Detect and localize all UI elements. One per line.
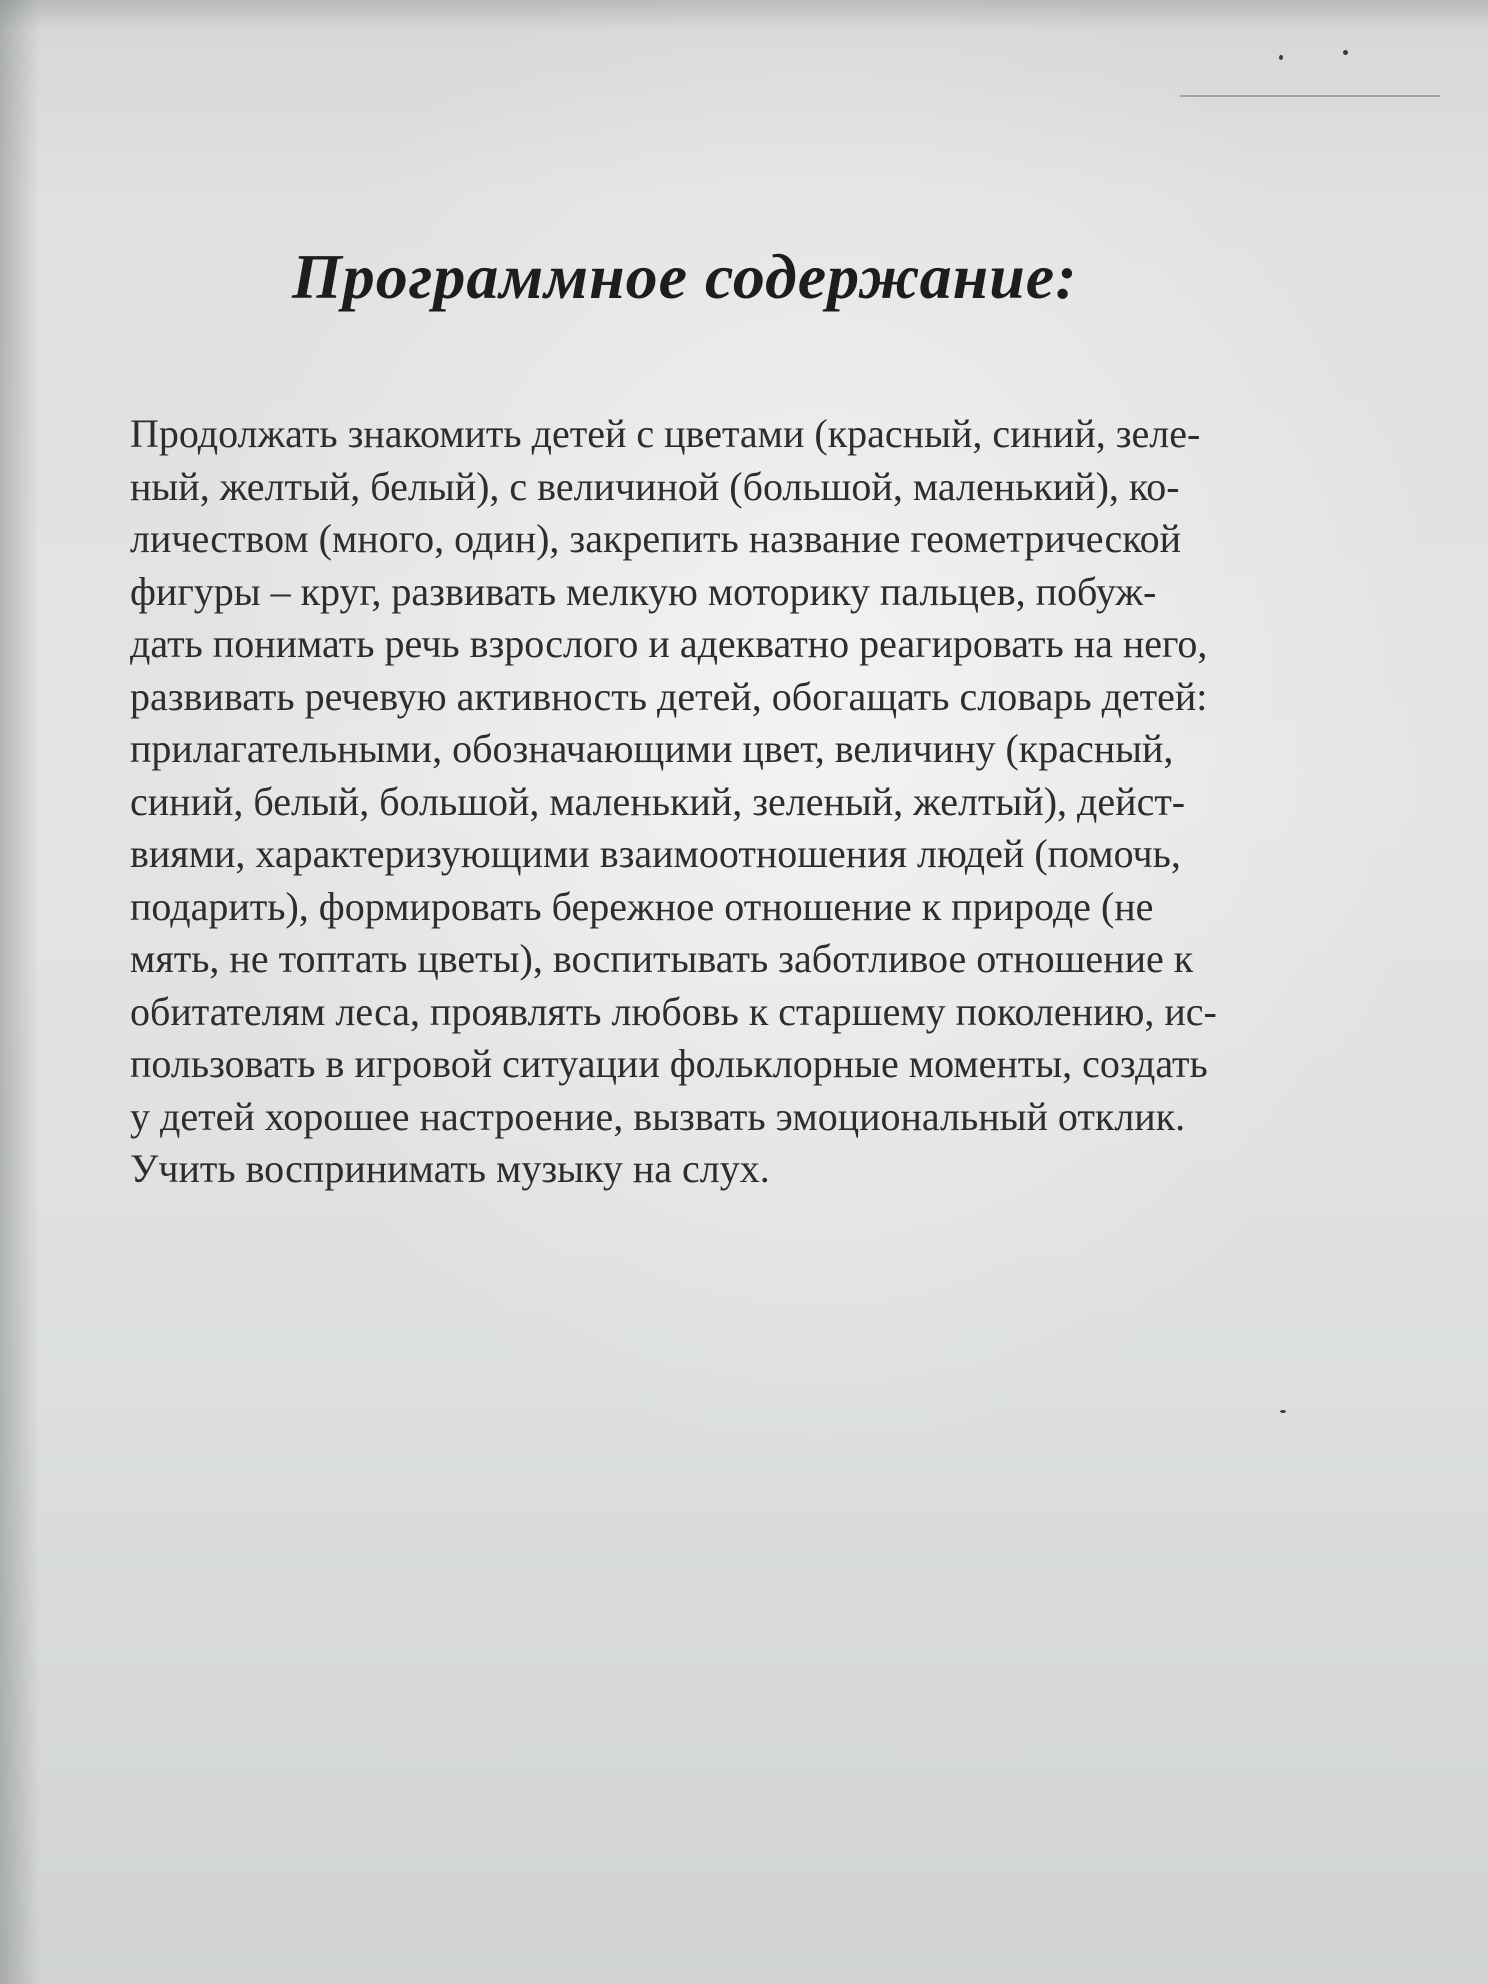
text-line: виями, характеризующими взаимоотношения людей (помочь, (130, 831, 1181, 876)
paper-scratch (1180, 95, 1440, 97)
text-line: ный, желтый, белый), с величиной (большой, маленький), ко- (130, 463, 1180, 509)
text-line: подарить), формировать бережное отношение к природе (не (130, 883, 1154, 929)
text-line: дать понимать речь взрослого и адекватно реагировать на него, (130, 621, 1208, 666)
paper-top-shadow (0, 0, 1488, 30)
ink-speck (1280, 1410, 1286, 1413)
text-line: у детей хорошее настроение, вызвать эмоциональный отклик. (130, 1093, 1186, 1139)
text-line: Продолжать знакомить детей с цветами (красный, синий, зеле- (130, 411, 1201, 456)
text-line: фигуры – круг, развивать мелкую моторику пальцев, побуж- (130, 568, 1157, 614)
text-line: синий, белый, большой, маленький, зеленый, желтый), дейст- (130, 778, 1186, 824)
text-line: личеством (много, один), закрепить название геометрической (130, 516, 1182, 561)
page-title: Программное содержание: (292, 241, 1078, 312)
ink-speck (1279, 55, 1283, 60)
ink-speck (1343, 50, 1348, 55)
program-content-text (130, 408, 1390, 1196)
text-line: пользовать в игровой ситуации фольклорные моменты, создать (130, 1041, 1208, 1086)
text-line: Учить воспринимать музыку на слух. (130, 1146, 770, 1191)
text-line: развивать речевую активность детей, обогащать словарь детей: (130, 673, 1208, 719)
paper-edge-shadow (0, 0, 40, 1984)
text-line: мять, не топтать цветы), воспитывать заботливое отношение к (130, 936, 1194, 981)
text-line: прилагательными, обозначающими цвет, величину (красный, (130, 726, 1174, 771)
text-line: обитателям леса, проявлять любовь к старшему поколению, ис- (130, 988, 1217, 1034)
